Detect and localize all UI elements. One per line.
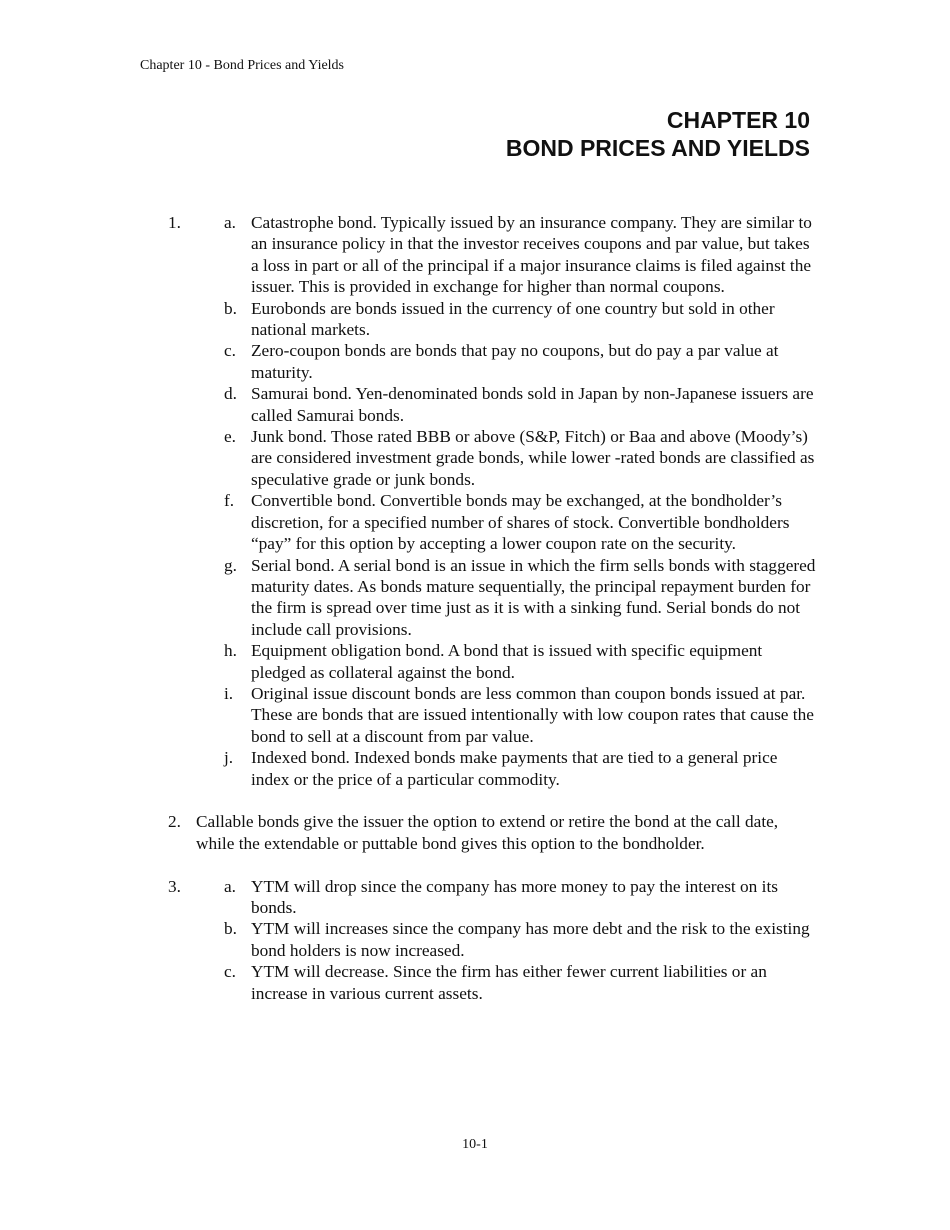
item-letter: j.	[224, 748, 234, 768]
item-text: Equipment obligation bond. A bond that is issued with specific equipment pledged as collateral against the bond.	[251, 641, 763, 682]
question-number: 1.	[168, 213, 181, 232]
item-text: Junk bond. Those rated BBB or above (S&P, Fitch) or Baa and above (Moody’s) are considered investment grade bonds, while lower -rated bonds are classified as speculative grade or junk bonds.	[251, 427, 815, 489]
question-2	[168, 811, 818, 854]
list-item	[168, 426, 818, 490]
list-item	[168, 961, 818, 1004]
list-item	[168, 747, 818, 790]
list-item	[168, 876, 818, 919]
chapter-name: BOND PRICES AND YIELDS	[505, 135, 810, 161]
list-item	[168, 683, 818, 747]
list-item	[168, 490, 818, 554]
question-3-items	[168, 876, 818, 1004]
item-letter: c.	[224, 962, 236, 982]
item-text: Zero-coupon bonds are bonds that pay no coupons, but do pay a par value at maturity.	[251, 341, 779, 382]
list-item	[168, 918, 818, 961]
item-text: Convertible bond. Convertible bonds may be exchanged, at the bondholder’s discretion, for a specified number of shares of stock. Convertible bondholders “pay” for this option by accepting a lower coupon rate on the security.	[251, 491, 790, 554]
chapter-title	[506, 106, 810, 162]
item-letter: i.	[224, 683, 234, 703]
item-text: Eurobonds are bonds issued in the currency of one country but sold in other national markets.	[251, 298, 775, 340]
item-letter: e.	[224, 427, 236, 447]
question-number: 3.	[168, 876, 181, 896]
item-letter: b.	[224, 298, 237, 318]
question-text: Callable bonds give the issuer the option to extend or retire the bond at the call date, while the extendable or puttable bond gives this option to the bondholder.	[196, 812, 779, 853]
item-text: Indexed bond. Indexed bonds make payments that are tied to a general price index or the price of a particular commodity.	[251, 748, 778, 789]
item-letter: h.	[224, 641, 237, 661]
question-number: 2.	[168, 812, 181, 832]
item-letter: a.	[224, 876, 236, 896]
list-item	[168, 640, 818, 683]
item-text: Original issue discount bonds are less common than coupon bonds issued at par. These are bonds that are issued intentionally with low coupon rates that cause the bond to sell at a discount from par value.	[251, 683, 814, 746]
item-text: Serial bond. A serial bond is an issue in which the firm sells bonds with staggered maturity dates. As bonds mature sequentially, the principal repayment burden for the firm is spread over time just as it is with a sinking fund. Serial bonds do not include call provisions.	[251, 555, 816, 639]
page-number: 10-1	[462, 1137, 488, 1152]
item-text: YTM will drop since the company has more money to pay the interest on its bonds.	[251, 876, 778, 917]
chapter-number: CHAPTER 10	[666, 107, 810, 133]
item-letter: g.	[224, 555, 237, 575]
question-1-items	[168, 212, 818, 790]
running-header: Chapter 10 - Bond Prices and Yields	[140, 58, 345, 73]
item-text: YTM will decrease. Since the firm has either fewer current liabilities or an increase in various current assets.	[251, 962, 767, 1003]
list-item	[168, 383, 818, 426]
item-text: Catastrophe bond. Typically issued by an insurance company. They are similar to an insurance policy in that the investor receives coupons and par value, but takes a loss in part or all of the principal if a major insurance claims is filed against the issuer. This is provided in exchange for higher than normal coupons.	[251, 213, 812, 297]
item-letter: a.	[224, 213, 236, 232]
list-item	[168, 340, 818, 383]
item-text: YTM will increases since the company has more debt and the risk to the existing bond holders is now increased.	[251, 919, 810, 960]
list-item	[168, 555, 818, 641]
item-text: Samurai bond. Yen-denominated bonds sold in Japan by non-Japanese issuers are called Samurai bonds.	[251, 384, 814, 425]
list-item	[168, 212, 818, 298]
answers-content	[168, 212, 818, 1004]
item-letter: c.	[224, 341, 236, 361]
item-letter: b.	[224, 919, 237, 939]
item-letter: d.	[224, 384, 237, 404]
list-item	[168, 298, 818, 341]
item-letter: f.	[224, 491, 235, 511]
